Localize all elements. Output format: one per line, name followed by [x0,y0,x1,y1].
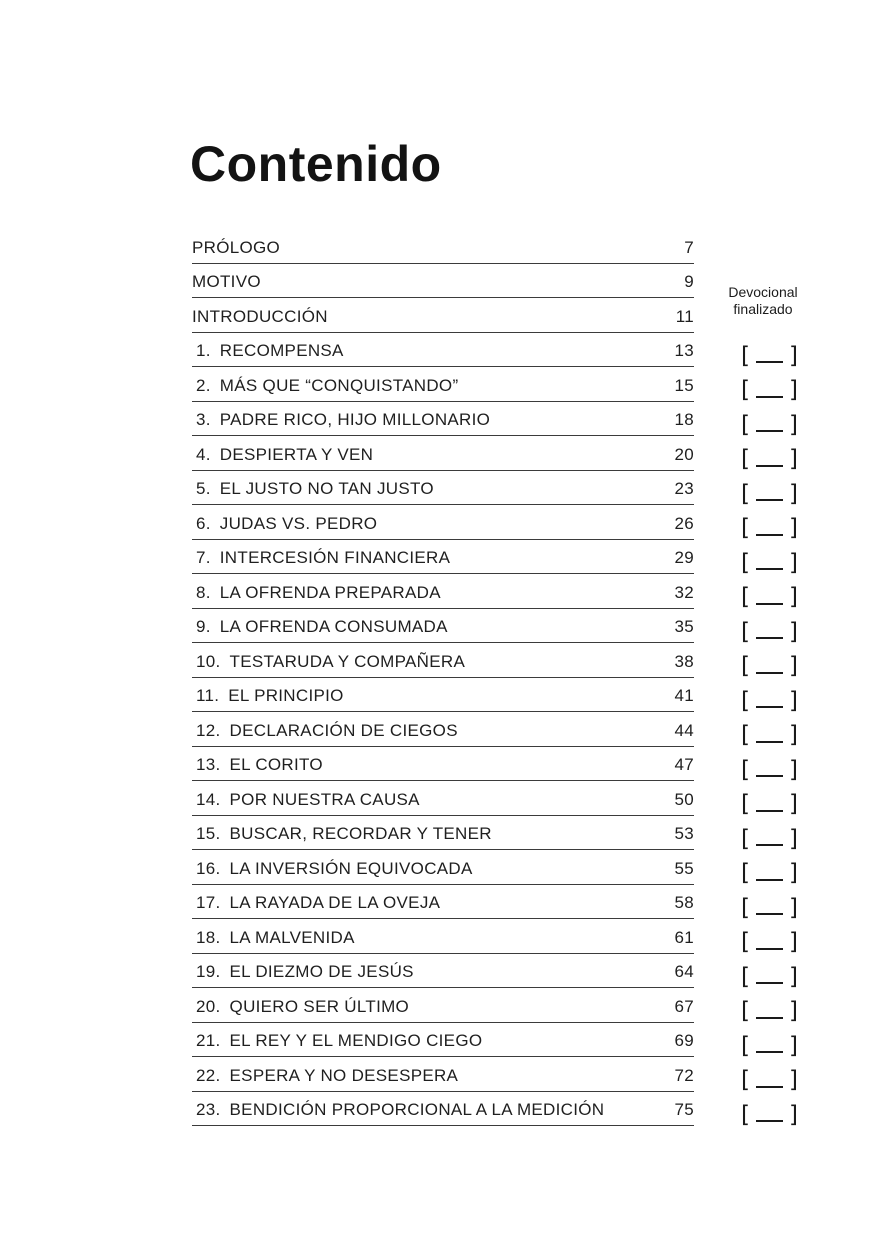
devotional-checkbox[interactable] [741,546,798,581]
toc-list [192,229,694,1126]
toc-row [192,678,694,713]
toc-row [192,436,694,471]
left-bracket: [ [741,929,750,956]
toc-entry-number: 1. [196,341,211,360]
toc-entry-number: 5. [196,479,211,498]
right-bracket: ] [789,377,798,404]
checkbox-blank-line [756,741,783,743]
devotional-checkbox[interactable] [741,374,798,409]
left-bracket: [ [741,515,750,542]
toc-entry-label: LA RAYADA DE LA OVEJA [229,893,441,912]
toc-entry-number: 6. [196,513,211,533]
toc-entry-page: 15 [674,375,694,395]
devotional-checkbox[interactable] [741,857,798,892]
right-bracket: ] [789,618,798,645]
toc-entry-page: 69 [674,1031,694,1050]
checkbox-blank-line [756,706,783,708]
toc-entry-number: 16. [196,858,221,878]
toc-row [192,1057,694,1092]
toc-entry-page: 32 [674,582,694,602]
checkbox-blank-line [756,844,783,846]
checkbox-blank-line [756,396,783,398]
checkbox-blank-line [756,810,783,812]
devotional-checkbox[interactable] [741,719,798,754]
toc-entry-page: 61 [674,927,694,947]
toc-entry-label: LA MALVENIDA [229,927,355,947]
left-bracket: [ [741,963,750,990]
toc-entry-page: 72 [674,1065,694,1085]
right-bracket: ] [789,825,798,852]
toc-entry-number: 8. [196,582,211,602]
toc-entry-number: 2. [196,375,211,395]
left-bracket: [ [741,860,750,887]
left-bracket: [ [741,549,750,576]
toc-entry-page: 38 [674,651,694,671]
checkbox-blank-line [756,534,783,536]
toc-entry-label: RECOMPENSA [219,341,344,360]
toc-entry-page: 55 [674,858,694,878]
left-bracket: [ [741,1032,750,1059]
checkbox-blank-line [756,603,783,605]
toc-entry-label: QUIERO SER ÚLTIMO [229,996,410,1016]
devotional-checkbox[interactable] [741,1098,798,1133]
right-bracket: ] [789,860,798,887]
right-bracket: ] [789,480,798,507]
toc-entry-page: 29 [674,548,694,567]
toc-entry-label: BUSCAR, RECORDAR Y TENER [229,824,492,843]
devotional-checkbox[interactable] [741,995,798,1030]
toc-row [192,1092,694,1127]
toc-row [192,333,694,368]
toc-entry-label: ESPERA Y NO DESESPERA [229,1065,459,1085]
checkbox-blank-line [756,430,783,432]
devotional-checkbox[interactable] [741,1064,798,1099]
left-bracket: [ [741,411,750,438]
toc-entry-number: 14. [196,789,221,809]
right-bracket: ] [789,929,798,956]
toc-entry-number: 19. [196,962,221,981]
checkbox-column-header-line1: Devocional [728,284,798,300]
devotional-checkbox[interactable] [741,443,798,478]
toc-row [192,609,694,644]
left-bracket: [ [741,377,750,404]
toc-row [192,229,694,264]
toc-entry-page: 18 [674,410,694,429]
devotional-checkbox[interactable] [741,339,798,374]
checkbox-blank-line [756,982,783,984]
devotional-checkbox[interactable] [741,408,798,443]
toc-entry-number: 12. [196,720,221,740]
toc-entry-number: 17. [196,893,221,912]
toc-entry-page: 67 [674,996,694,1016]
left-bracket: [ [741,342,750,369]
toc-entry-number: 3. [196,410,211,429]
toc-entry-page: 23 [674,479,694,498]
checkbox-column [741,339,798,1133]
checkbox-blank-line [756,637,783,639]
devotional-checkbox[interactable] [741,822,798,857]
left-bracket: [ [741,894,750,921]
toc-entry-page: 26 [674,513,694,533]
right-bracket: ] [789,756,798,783]
devotional-checkbox[interactable] [741,788,798,823]
toc-entry-label: INTERCESIÓN FINANCIERA [219,548,451,567]
toc-entry-page: 53 [674,824,694,843]
checkbox-blank-line [756,1017,783,1019]
devotional-checkbox[interactable] [741,615,798,650]
toc-row [192,540,694,575]
toc-entry-page: 20 [674,444,694,464]
toc-row [192,505,694,540]
toc-entry-label: PADRE RICO, HIJO MILLONARIO [219,410,491,429]
toc-entry-label: EL DIEZMO DE JESÚS [229,962,414,981]
toc-entry-page: 47 [674,755,694,774]
toc-entry-page: 64 [674,962,694,981]
toc-entry-number: 7. [196,548,211,567]
toc-row [192,816,694,851]
left-bracket: [ [741,825,750,852]
right-bracket: ] [789,515,798,542]
toc-entry-page: 11 [675,306,694,326]
right-bracket: ] [789,549,798,576]
toc-entry-page: 7 [684,237,694,257]
right-bracket: ] [789,653,798,680]
page-title: Contenido [190,136,442,192]
left-bracket: [ [741,791,750,818]
checkbox-blank-line [756,879,783,881]
toc-row [192,298,694,333]
toc-entry-label: DESPIERTA Y VEN [219,444,374,464]
toc-row [192,919,694,954]
toc-entry-number: 13. [196,755,221,774]
right-bracket: ] [789,791,798,818]
checkbox-column-header [724,284,802,318]
right-bracket: ] [789,687,798,714]
toc-entry-number: 20. [196,996,221,1016]
toc-entry-number: 10. [196,651,221,671]
devotional-checkbox[interactable] [741,512,798,547]
devotional-checkbox[interactable] [741,477,798,512]
right-bracket: ] [789,584,798,611]
left-bracket: [ [741,998,750,1025]
toc-entry-page: 9 [684,272,694,291]
devotional-checkbox[interactable] [741,926,798,961]
toc-entry-number: 15. [196,824,221,843]
left-bracket: [ [741,653,750,680]
devotional-checkbox[interactable] [741,891,798,926]
left-bracket: [ [741,687,750,714]
toc-entry-number: 21. [196,1031,221,1050]
toc-entry-label: PRÓLOGO [192,237,281,257]
checkbox-blank-line [756,1086,783,1088]
toc-entry-label: BENDICIÓN PROPORCIONAL A LA MEDICIÓN [229,1100,605,1119]
left-bracket: [ [741,1101,750,1128]
left-bracket: [ [741,722,750,749]
toc-entry-label: INTRODUCCIÓN [192,306,328,326]
toc-entry-label: JUDAS VS. PEDRO [219,513,378,533]
left-bracket: [ [741,446,750,473]
checkbox-blank-line [756,1120,783,1122]
toc-entry-number: 22. [196,1065,221,1085]
toc-entry-page: 35 [674,617,694,636]
toc-entry-page: 58 [674,893,694,912]
toc-row [192,712,694,747]
toc-entry-number: 4. [196,444,211,464]
right-bracket: ] [789,1032,798,1059]
left-bracket: [ [741,1067,750,1094]
right-bracket: ] [789,411,798,438]
toc-entry-page: 50 [674,789,694,809]
toc-entry-label: MÁS QUE “CONQUISTANDO” [219,375,459,395]
toc-entry-number: 18. [196,927,221,947]
checkbox-blank-line [756,499,783,501]
left-bracket: [ [741,756,750,783]
toc-row [192,574,694,609]
toc-entry-label: LA OFRENDA CONSUMADA [219,617,448,636]
right-bracket: ] [789,894,798,921]
toc-row [192,747,694,782]
toc-row [192,402,694,437]
toc-entry-number: 9. [196,617,211,636]
left-bracket: [ [741,618,750,645]
checkbox-blank-line [756,568,783,570]
checkbox-blank-line [756,361,783,363]
right-bracket: ] [789,722,798,749]
toc-entry-label: EL PRINCIPIO [228,686,344,705]
right-bracket: ] [789,1101,798,1128]
toc-entry-label: POR NUESTRA CAUSA [229,789,420,809]
toc-row [192,988,694,1023]
right-bracket: ] [789,998,798,1025]
toc-row [192,1023,694,1058]
toc-row [192,885,694,920]
devotional-checkbox[interactable] [741,753,798,788]
devotional-checkbox[interactable] [741,1029,798,1064]
toc-entry-label: LA INVERSIÓN EQUIVOCADA [229,858,473,878]
devotional-checkbox[interactable] [741,650,798,685]
toc-row [192,471,694,506]
toc-row [192,781,694,816]
toc-entry-page: 75 [674,1100,694,1119]
checkbox-blank-line [756,913,783,915]
right-bracket: ] [789,1067,798,1094]
toc-entry-label: LA OFRENDA PREPARADA [219,582,441,602]
toc-entry-number: 11. [196,686,220,705]
toc-entry-page: 44 [674,720,694,740]
checkbox-blank-line [756,775,783,777]
toc-row [192,264,694,299]
toc-entry-page: 13 [674,341,694,360]
devotional-checkbox[interactable] [741,581,798,616]
toc-row [192,850,694,885]
devotional-checkbox[interactable] [741,684,798,719]
toc-row [192,367,694,402]
checkbox-column-header-line2: finalizado [733,301,793,317]
toc-entry-page: 41 [674,686,694,705]
toc-entry-label: EL REY Y EL MENDIGO CIEGO [229,1031,483,1050]
toc-row [192,643,694,678]
checkbox-blank-line [756,1051,783,1053]
right-bracket: ] [789,963,798,990]
toc-entry-label: DECLARACIÓN DE CIEGOS [229,720,458,740]
toc-entry-label: EL CORITO [229,755,323,774]
checkbox-blank-line [756,672,783,674]
checkbox-blank-line [756,465,783,467]
toc-entry-label: MOTIVO [192,272,261,291]
right-bracket: ] [789,446,798,473]
toc-entry-number: 23. [196,1100,221,1119]
checkbox-blank-line [756,948,783,950]
devotional-checkbox[interactable] [741,960,798,995]
left-bracket: [ [741,584,750,611]
toc-row [192,954,694,989]
toc-entry-label: EL JUSTO NO TAN JUSTO [219,479,434,498]
left-bracket: [ [741,480,750,507]
right-bracket: ] [789,342,798,369]
toc-entry-label: TESTARUDA Y COMPAÑERA [229,651,466,671]
